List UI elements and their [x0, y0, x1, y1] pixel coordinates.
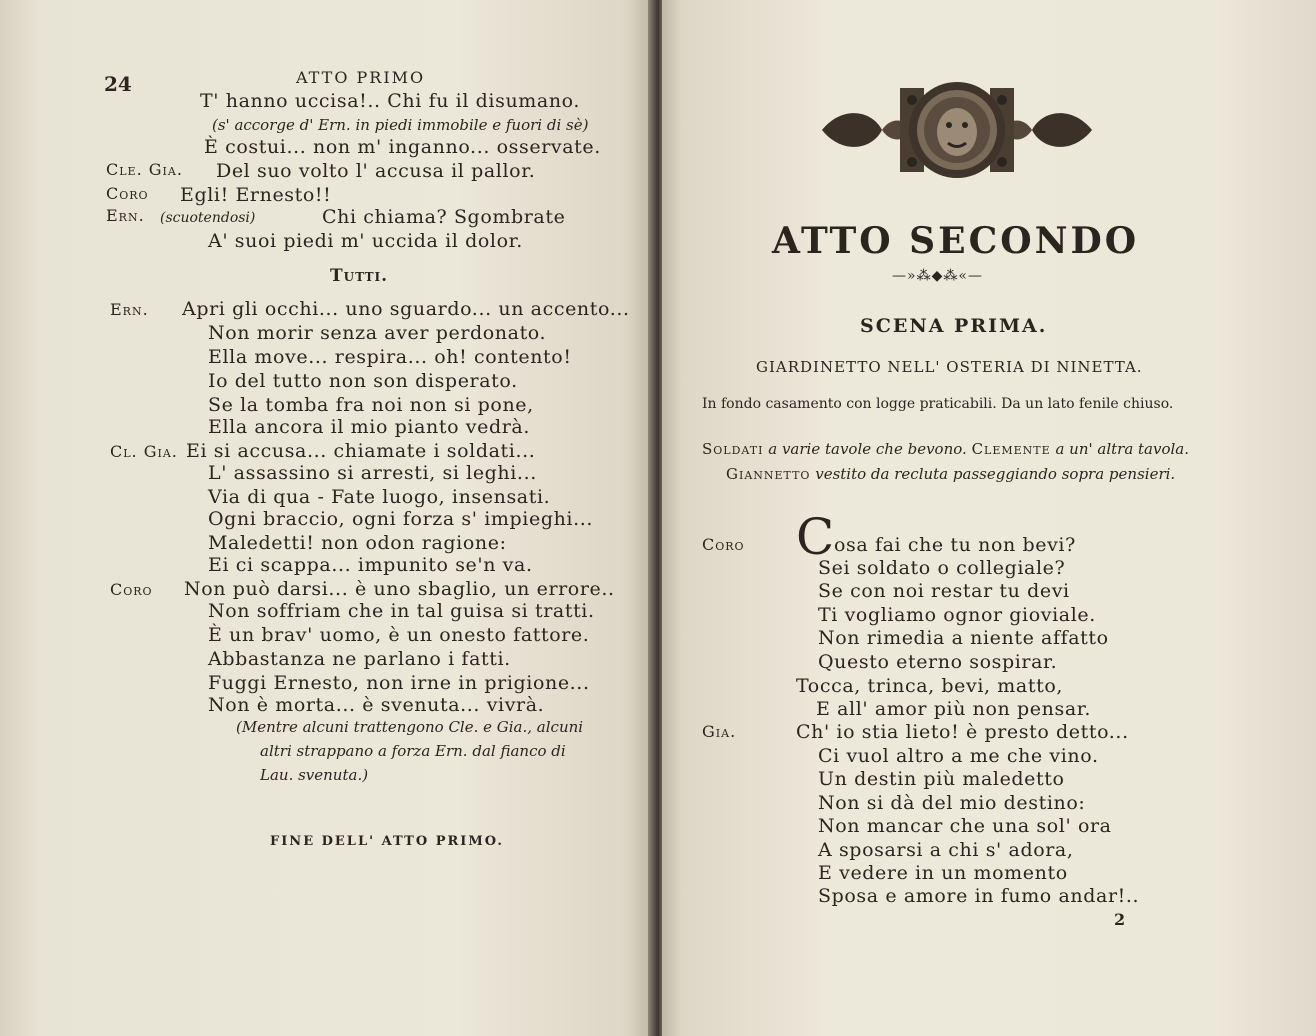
speaker-label: Cl. Gia.: [110, 442, 178, 461]
verse-line: Fuggi Ernesto, non irne in prigione...: [208, 672, 590, 694]
cast-name: Clemente: [971, 440, 1051, 458]
verse-line: A sposarsi a chi s' adora,: [818, 839, 1074, 861]
verse-line: E all' amor più non pensar.: [816, 698, 1091, 720]
verse-line: Questo eterno sospirar.: [818, 651, 1058, 673]
verse-line: Abbastanza ne parlano i fatti.: [208, 648, 511, 670]
verse-line: Chi chiama? Sgombrate: [322, 206, 566, 228]
verse-line: Se con noi restar tu devi: [818, 580, 1070, 602]
verse-line: Maledetti! non odon ragione:: [208, 532, 507, 554]
page-number: 24: [104, 72, 132, 96]
speaker-label: Cle. Gia.: [106, 160, 183, 179]
scene-setting: GIARDINETTO NELL' OSTERIA DI NINETTA.: [756, 358, 1143, 376]
verse-line: osa fai che tu non bevi?: [834, 534, 1076, 556]
title-divider: —»⁂◆⁂«—: [892, 268, 983, 284]
verse-line: Ch' io stia lieto! è presto detto...: [796, 721, 1129, 743]
cast-name: Giannetto: [726, 465, 811, 483]
verse-line: Non si dà del mio destino:: [818, 792, 1086, 814]
verse-line: Non mancar che una sol' ora: [818, 815, 1112, 837]
scene-heading: SCENA PRIMA.: [860, 315, 1048, 337]
act-end-note: FINE DELL' ATTO PRIMO.: [270, 834, 504, 849]
stage-direction-line: (Mentre alcuni trattengono Cle. e Gia., alcuni: [236, 718, 584, 736]
left-page: [0, 0, 652, 1036]
verse-line: Io del tutto non son disperato.: [208, 370, 518, 392]
verse-line: E vedere in un momento: [818, 862, 1068, 884]
verse-line: Ei ci scappa... impunito se'n va.: [208, 554, 533, 576]
verse-line: Un destin più maledetto: [818, 768, 1065, 790]
verse-line: T' hanno uccisa!.. Chi fu il disumano.: [200, 90, 581, 112]
verse-line: Non morir senza aver perdonato.: [208, 322, 547, 344]
verse-line: Del suo volto l' accusa il pallor.: [216, 160, 536, 182]
verse-line: Non soffriam che in tal guisa si tratti.: [208, 600, 595, 622]
drop-cap: C: [796, 508, 835, 566]
setting-description: In fondo casamento con logge praticabili. Da un lato fenile chiuso.: [702, 396, 1174, 412]
cast-direction: a un' altra tavola.: [1055, 440, 1190, 458]
stage-direction-line: Lau. svenuta.): [260, 766, 369, 784]
verse-line: Sposa e amore in fumo andar!..: [818, 885, 1140, 907]
speaker-label: Coro: [110, 580, 153, 599]
verse-line: Tocca, trinca, bevi, matto,: [796, 675, 1063, 697]
verse-line: Ei si accusa... chiamate i soldati...: [186, 440, 536, 462]
verse-line: Se la tomba fra noi non si pone,: [208, 394, 534, 416]
right-page: [662, 0, 1316, 1036]
cast-direction: vestito da recluta passeggiando sopra pensieri.: [815, 465, 1176, 483]
cast-line-1: [702, 440, 1189, 458]
signature-mark: 2: [1114, 910, 1126, 929]
verse-line: L' assassino si arresti, si leghi...: [208, 462, 537, 484]
speaker-label: Ern.: [106, 206, 145, 225]
verse-line: Ogni braccio, ogni forza s' impieghi...: [208, 508, 594, 530]
verse-line: È costui... non m' inganno... osservate.: [204, 136, 601, 158]
verse-line: Apri gli occhi... uno sguardo... un accento...: [182, 298, 630, 320]
cast-name: Soldati: [702, 440, 764, 458]
tutti-heading: Tutti.: [330, 266, 389, 286]
cast-direction: a varie tavole che bevono.: [768, 440, 967, 458]
verse-line: A' suoi piedi m' uccida il dolor.: [208, 230, 523, 252]
verse-line: Ella move... respira... oh! contento!: [208, 346, 572, 368]
verse-line: Via di qua - Fate luogo, insensati.: [208, 486, 551, 508]
verse-line: Ella ancora il mio pianto vedrà.: [208, 416, 530, 438]
verse-line: Sei soldato o collegiale?: [818, 557, 1066, 579]
mask-ornament: [812, 80, 1102, 190]
act-title: ATTO SECONDO: [772, 220, 1140, 262]
speaker-label: Coro: [106, 184, 149, 203]
stage-direction: (s' accorge d' Ern. in piedi immobile e fuori di sè): [212, 116, 589, 134]
verse-line: È un brav' uomo, è un onesto fattore.: [208, 624, 590, 646]
running-head: ATTO PRIMO: [296, 68, 426, 87]
verse-line: Egli! Ernesto!!: [180, 184, 332, 206]
cast-line-2: [726, 465, 1175, 483]
verse-line: Non rimedia a niente affatto: [818, 627, 1109, 649]
stage-direction: (scuotendosi): [160, 210, 256, 226]
verse-line: Ci vuol altro a me che vino.: [818, 745, 1099, 767]
verse-line: Ti vogliamo ognor gioviale.: [818, 604, 1096, 626]
verse-line: Non può darsi... è uno sbaglio, un errore..: [184, 578, 615, 600]
speaker-label: Ern.: [110, 300, 149, 319]
speaker-label: Gia.: [702, 722, 737, 741]
speaker-label: Coro: [702, 535, 745, 554]
verse-line: Non è morta... è svenuta... vivrà.: [208, 694, 545, 716]
stage-direction-line: altri strappano a forza Ern. dal fianco di: [260, 742, 566, 760]
